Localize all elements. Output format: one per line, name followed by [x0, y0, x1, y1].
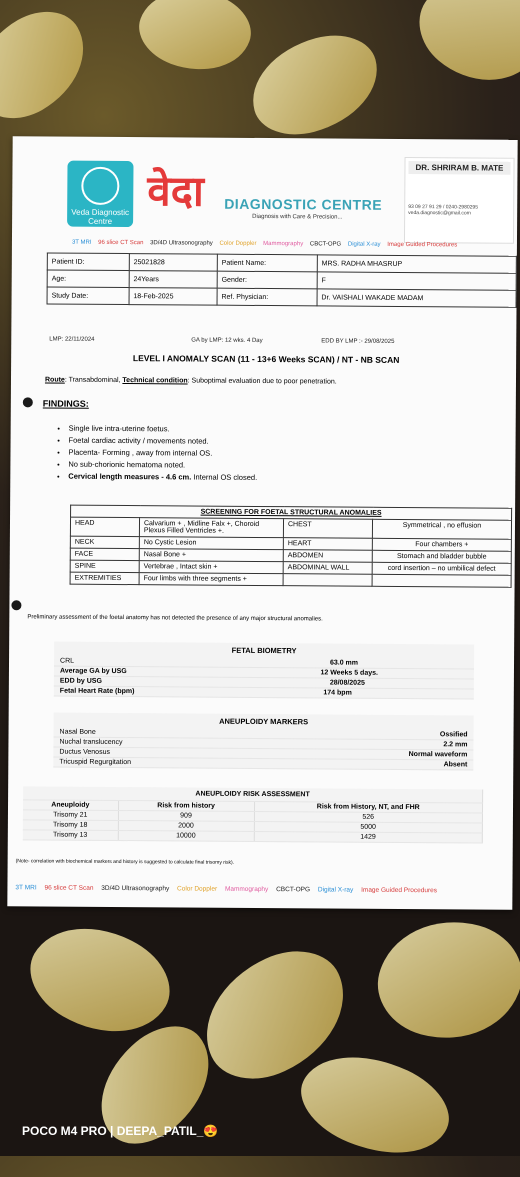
phone-text: 93 09 27 91 29 / 0240-2980295: [408, 204, 479, 211]
route-text: : Transabdominal,: [64, 376, 123, 385]
service-item: Image Guided Procedures: [387, 241, 458, 249]
service-item: 3D/4D Ultrasonography: [150, 240, 213, 247]
doctor-details: [408, 174, 510, 205]
organ-value: cord insertion – no umbilical defect: [372, 562, 511, 575]
service-item: Image Guided Procedures: [361, 886, 438, 895]
label: Patient ID:: [47, 253, 129, 271]
service-item: 3T MRI: [71, 239, 92, 246]
camera-watermark: POCO M4 PRO | DEEPA_PATIL_😍: [22, 1124, 219, 1138]
biometry-value: 174 bpm: [323, 689, 352, 697]
combined-risk-cell: 526: [254, 811, 483, 823]
markers-heading: ANEUPLOIDY MARKERS: [219, 716, 309, 727]
marker-value: Ossified: [439, 731, 468, 739]
patient-id: 25021828: [129, 254, 217, 272]
organ-value: Vertebrae , Intact skin +: [139, 561, 283, 574]
organ-label: [283, 574, 372, 587]
study-date: 18-Feb-2025: [129, 288, 217, 306]
finding-item: • No sub-chorionic hematoma noted.: [68, 459, 257, 472]
service-item: Color Doppler: [177, 885, 218, 893]
marker-value: Normal waveform: [408, 751, 468, 759]
doctor-name: DR. SHRIRAM B. MATE: [408, 161, 510, 175]
service-item: CBCT-OPG: [276, 886, 311, 894]
organ-value: Calvarium + , Midline Falx +, Choroid Plexus Filled Ventricles +.: [139, 518, 283, 538]
finding-item: • Single live intra-uterine foetus.: [69, 423, 258, 436]
organ-label: HEART: [283, 538, 372, 551]
label: Ref. Physician:: [217, 288, 317, 306]
cervical-rest: Internal OS closed.: [191, 472, 258, 482]
route-line: [45, 376, 337, 385]
col-header: Aneuploidy: [23, 800, 118, 811]
label: Gender:: [217, 271, 317, 289]
service-item: Mammography: [224, 885, 269, 894]
edd-by-lmp: EDD BY LMP :- 29/08/2025: [321, 338, 395, 345]
punch-hole: [11, 600, 21, 610]
patient-name: MRS. RADHA MHASRUP: [317, 255, 516, 273]
organ-label: EXTREMITIES: [70, 572, 139, 584]
anomaly-heading: SCREENING FOR FOETAL STRUCTURAL ANOMALIES: [71, 505, 512, 520]
service-item: CBCT-OPG: [309, 241, 342, 248]
organ-label: ABDOMINAL WALL: [283, 562, 372, 575]
organ-label: NECK: [70, 536, 139, 548]
label: Study Date:: [47, 287, 129, 305]
service-item: 96 slice CT Scan: [44, 884, 94, 892]
condition-text: : Suboptimal evaluation due to poor penetration.: [187, 377, 337, 386]
findings-list: [54, 423, 257, 484]
marker-label: Nasal Bone: [59, 728, 96, 736]
biometry-label: Average GA by USG: [59, 667, 127, 676]
history-risk-cell: 2000: [118, 820, 254, 831]
route-label: Route: [44, 376, 65, 384]
email-text: veda.diagnostic@gmail.com: [408, 210, 471, 217]
organ-label: SPINE: [70, 560, 139, 572]
service-item: 96 slice CT Scan: [98, 239, 144, 247]
organ-value: [372, 574, 511, 587]
finding-item: • Placenta- Forming , away from internal OS.: [68, 447, 257, 460]
ref-physician: Dr. VAISHALI WAKADE MADAM: [317, 289, 516, 307]
combined-risk-cell: 5000: [254, 821, 483, 833]
history-risk-cell: 10000: [118, 830, 254, 841]
organ-value: Four chambers +: [372, 538, 511, 551]
service-item: 3D/4D Ultrasonography: [101, 884, 170, 893]
tagline: Diagnosis with Care & Precision...: [252, 213, 343, 221]
table-row: [53, 758, 473, 771]
doctor-card: [404, 157, 515, 244]
report-page: [7, 136, 517, 910]
risk-table: [23, 786, 483, 843]
biometry-value: 12 Weeks 5 days.: [320, 669, 378, 677]
organ-value: Nasal Bone +: [139, 549, 283, 562]
risk-note: (Note- correlation with biochemical markers and history is suggested to calculate final trisomy risk).: [15, 858, 235, 866]
brand-title: DIAGNOSTIC CENTRE: [224, 195, 383, 213]
service-item: Color Doppler: [219, 240, 257, 247]
biometry-label: Fetal Heart Rate (bpm): [59, 687, 135, 696]
brand-devanagari: वेदा: [147, 166, 205, 216]
marker-label: Ductus Venosus: [59, 748, 111, 756]
service-item: Digital X-ray: [317, 886, 354, 894]
punch-hole: [23, 397, 33, 407]
marker-value: 2.2 mm: [443, 741, 468, 749]
patient-age: 24Years: [129, 271, 217, 289]
aneuploidy-cell: Trisomy 21: [23, 810, 118, 821]
finding-item: • Foetal cardiac activity / movements noted.: [69, 435, 258, 448]
service-item: 3T MRI: [15, 884, 37, 892]
patient-table: [47, 252, 517, 307]
cervical-bold: Cervical length measures - 4.6 cm.: [68, 471, 192, 482]
label: Patient Name:: [217, 254, 317, 272]
veda-logo: [67, 161, 133, 227]
service-item: Mammography: [263, 240, 304, 248]
biometry-heading: FETAL BIOMETRY: [231, 645, 297, 656]
organ-value: No Cystic Lesion: [139, 537, 283, 550]
ga-by-lmp: GA by LMP: 12 wks. 4 Day: [191, 337, 263, 344]
fetal-biometry-section: [54, 642, 474, 700]
risk-heading: ANEUPLOIDY RISK ASSESSMENT: [23, 786, 483, 803]
organ-label: FACE: [70, 548, 139, 560]
history-risk-cell: 909: [118, 810, 254, 821]
marker-label: Nuchal translucency: [59, 738, 123, 747]
col-header: Risk from history: [118, 800, 254, 811]
table-row: [23, 830, 483, 843]
biometry-value: 28/08/2025: [329, 679, 365, 687]
report-title: LEVEL I ANOMALY SCAN (11 - 13+6 Weeks SCAN) / NT - NB SCAN: [132, 353, 400, 365]
biometry-label: EDD by USG: [59, 677, 102, 685]
table-row: [54, 687, 474, 700]
organ-label: HEAD: [70, 517, 139, 536]
patient-gender: F: [317, 272, 516, 290]
organ-value: Four limbs with three segments +: [139, 573, 283, 586]
label: Age:: [47, 270, 129, 288]
service-item: Digital X-ray: [347, 241, 381, 248]
aneuploidy-cell: Trisomy 13: [23, 830, 118, 841]
findings-heading: FINDINGS:: [42, 398, 89, 409]
biometry-label: CRL: [60, 657, 75, 665]
finding-item: [68, 471, 257, 484]
organ-value: Symmetrical , no effusion: [372, 519, 511, 539]
table-row: [70, 572, 511, 587]
col-header: Risk from History, NT, and FHR: [254, 801, 483, 813]
footer-services-bar: [15, 884, 443, 894]
marker-label: Tricuspid Regurgitation: [59, 758, 132, 767]
organ-value: Stomach and bladder bubble: [372, 550, 511, 563]
organ-label: CHEST: [283, 519, 372, 539]
marker-value: Absent: [443, 761, 468, 769]
anomaly-table: [70, 505, 513, 588]
aneuploidy-markers-section: [53, 713, 473, 771]
biometry-value: 63.0 mm: [329, 659, 359, 667]
logo-name: Veda Diagnostic Centre: [71, 207, 130, 226]
preliminary-note: Preliminary assessment of the foetal anatomy has not detected the presence of any major structural anomalies.: [27, 614, 323, 623]
mandala-icon: [81, 167, 119, 205]
organ-label: ABDOMEN: [283, 550, 372, 563]
lmp: LMP: 22/11/2024: [49, 336, 95, 343]
combined-risk-cell: 1429: [254, 831, 483, 843]
condition-label: Technical condition: [122, 377, 188, 385]
aneuploidy-cell: Trisomy 18: [23, 820, 118, 831]
